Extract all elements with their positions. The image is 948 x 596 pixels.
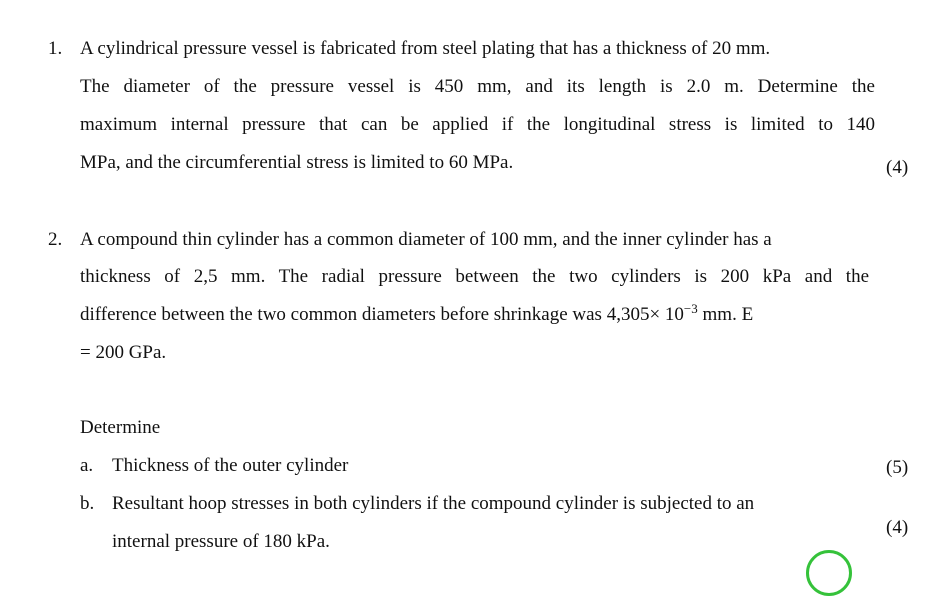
question-1-line-4: MPa, and the circumferential stress is limited to 60 MPa. — [80, 152, 514, 173]
green-circle-button[interactable] — [806, 550, 852, 596]
question-1-line-1: A cylindrical pressure vessel is fabricated from steel plating that has a thickness of 20 mm. — [80, 38, 771, 59]
part-a-letter: a. — [80, 455, 94, 476]
question-2-line-3-end: mm. E — [697, 304, 754, 325]
part-b-text-line-1: Resultant hoop stresses in both cylinders if the compound cylinder is subjected to an — [112, 493, 755, 514]
part-b-text-line-2: internal pressure of 180 kPa. — [112, 531, 330, 552]
question-1-line-3: maximum internal pressure that can be applied if the longitudinal stress is limited to 140 — [80, 114, 875, 135]
part-a-marks: (5) — [886, 457, 909, 478]
question-2-number: 2. — [48, 229, 63, 250]
question-2-line-2: thickness of 2,5 mm. The radial pressure between the two cylinders is 200 kPa and the — [80, 266, 869, 287]
question-2-line-1: A compound thin cylinder has a common diameter of 100 mm, and the inner cylinder has a — [80, 229, 772, 250]
exponent: −3 — [683, 301, 698, 316]
question-2-line-4: = 200 GPa. — [80, 342, 167, 363]
part-b-letter: b. — [80, 493, 95, 514]
question-2-line-3-text: difference between the two common diameters before shrinkage was 4,305× 10 — [80, 304, 684, 325]
part-b-marks: (4) — [886, 517, 909, 538]
part-a-text: Thickness of the outer cylinder — [112, 455, 349, 476]
determine-label: Determine — [80, 417, 161, 438]
question-1-marks: (4) — [886, 157, 909, 178]
question-1-number: 1. — [48, 38, 63, 59]
question-1-line-2: The diameter of the pressure vessel is 450 mm, and its length is 2.0 m. Determine the — [80, 76, 875, 97]
question-2-line-3 — [80, 301, 754, 327]
